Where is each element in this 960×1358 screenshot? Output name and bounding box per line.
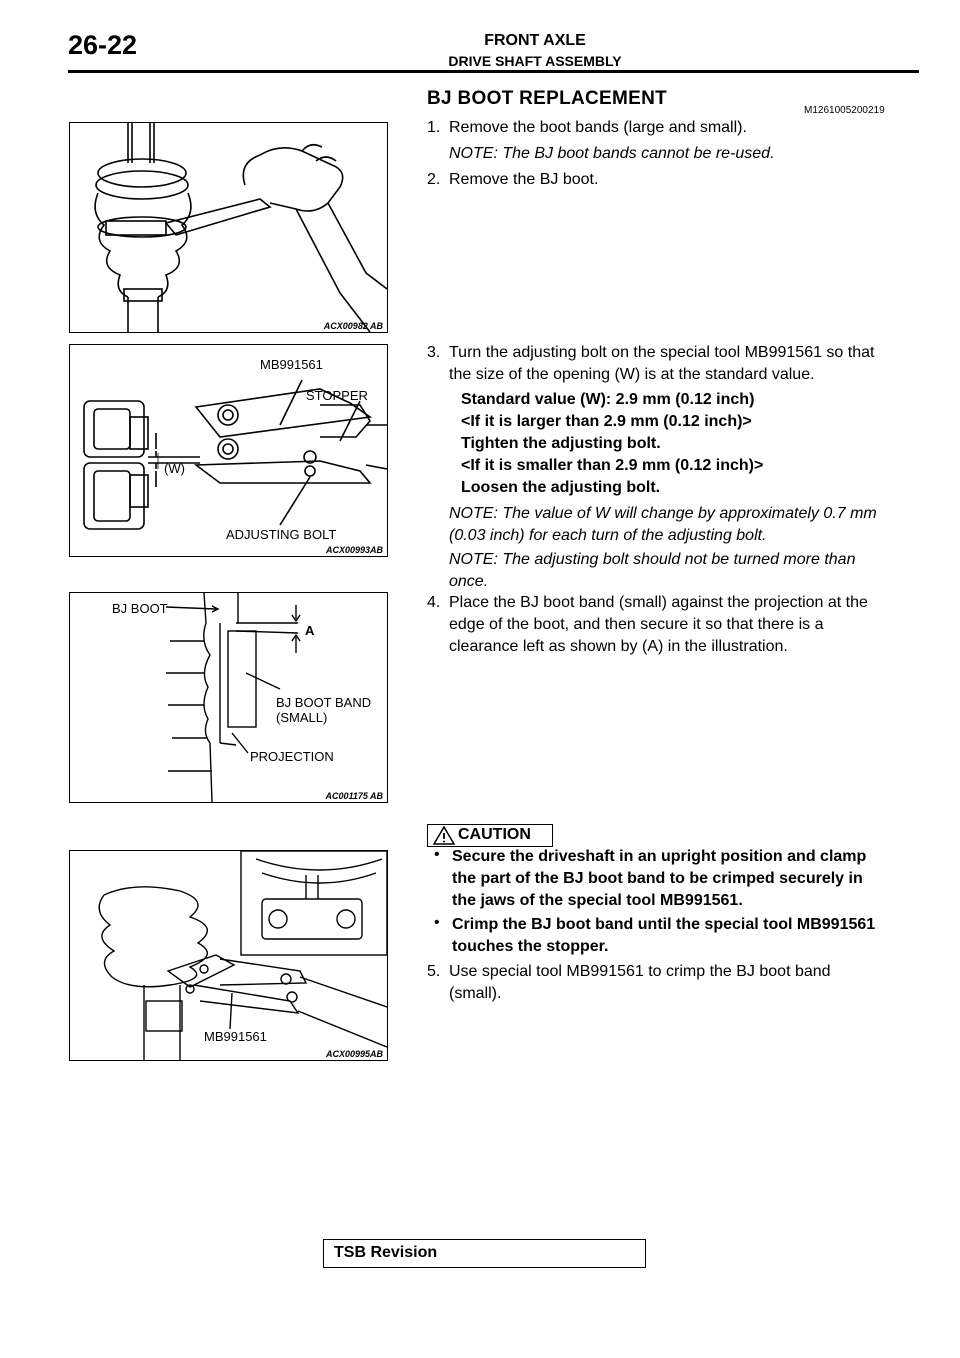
bullet-icon: • — [434, 846, 440, 863]
step-1-text: Remove the boot bands (large and small). — [449, 119, 747, 136]
step-3-note-1b: (0.03 inch) for each turn of the adjusting bolt. — [449, 527, 767, 544]
bullet-icon: • — [434, 914, 440, 931]
section-subtitle: DRIVE SHAFT ASSEMBLY — [448, 53, 622, 69]
figure-id: ACX00995AB — [325, 1049, 383, 1059]
step-4-line-1: Place the BJ boot band (small) against the projection at the — [449, 594, 868, 611]
procedure-title: BJ BOOT REPLACEMENT — [427, 88, 668, 109]
action-tighten: Tighten the adjusting bolt. — [461, 435, 661, 452]
step-2-number: 2. — [427, 171, 441, 188]
caution-2-line-2: touches the stopper. — [452, 938, 609, 955]
step-5-line-2: (small). — [449, 985, 502, 1002]
figure-boot-band-placement — [69, 592, 388, 803]
caution-1-line-1: Secure the driveshaft in an upright position and clamp — [452, 848, 867, 865]
procedure-code: M1261005200219 — [804, 105, 885, 116]
caution-2-line-1: Crimp the BJ boot band until the special tool MB991561 — [452, 916, 876, 933]
caution-label: CAUTION — [458, 826, 531, 843]
figure-id: ACX00993AB — [325, 545, 383, 555]
step-3-note-2b: once. — [449, 573, 489, 590]
step-4-line-2: edge of the boot, and then secure it so that there is a — [449, 616, 824, 633]
figure-crimping — [69, 850, 388, 1061]
label-bj-boot-band: BJ BOOT BAND — [276, 695, 372, 710]
standard-value: Standard value (W): 2.9 mm (0.12 inch) — [461, 391, 755, 408]
condition-larger: <If it is larger than 2.9 mm (0.12 inch)> — [461, 413, 752, 430]
header-rule — [68, 70, 919, 73]
label-stopper: STOPPER — [306, 388, 368, 403]
step-3-number: 3. — [427, 344, 441, 361]
step-4-number: 4. — [427, 594, 441, 611]
caution-label-box — [427, 824, 553, 847]
step-3-note-2a: NOTE: The adjusting bolt should not be turned more than — [449, 551, 856, 568]
label-tool-number: MB991561 — [260, 357, 323, 372]
tsb-revision-box — [323, 1239, 646, 1268]
label-clearance-a: A — [305, 623, 315, 638]
step-4-line-3: clearance left as shown by (A) in the illustration. — [449, 638, 788, 655]
section-title: FRONT AXLE — [484, 32, 586, 49]
label-projection: PROJECTION — [250, 749, 334, 764]
caution-1-line-2: the part of the BJ boot band to be crimped securely in — [452, 870, 863, 887]
action-loosen: Loosen the adjusting bolt. — [461, 479, 661, 496]
condition-smaller: <If it is smaller than 2.9 mm (0.12 inch)> — [461, 457, 764, 474]
figure-boot-band-removal — [69, 122, 388, 333]
label-width-w: (W) — [164, 461, 185, 476]
step-3-note-1a: NOTE: The value of W will change by approximately 0.7 mm — [449, 505, 877, 522]
figure-id: ACX00982 AB — [323, 321, 383, 331]
step-3-line-2: the size of the opening (W) is at the standard value. — [449, 366, 815, 383]
warning-triangle-icon — [432, 825, 456, 845]
caution-1-line-3: the jaws of the special tool MB991561. — [452, 892, 743, 909]
step-5-number: 5. — [427, 963, 441, 980]
figure-tool-adjustment — [69, 344, 388, 557]
page-number: 26-22 — [68, 30, 138, 60]
step-2-text: Remove the BJ boot. — [449, 171, 599, 188]
figure-id: AC001175 AB — [325, 791, 383, 801]
label-small: (SMALL) — [276, 710, 328, 725]
label-bj-boot: BJ BOOT — [112, 601, 168, 616]
step-3-line-1: Turn the adjusting bolt on the special tool MB991561 so that — [449, 344, 875, 361]
step-5-line-1: Use special tool MB991561 to crimp the BJ boot band — [449, 963, 831, 980]
step-1-note: NOTE: The BJ boot bands cannot be re-used. — [449, 145, 775, 162]
tsb-revision-label: TSB Revision — [334, 1244, 438, 1261]
tool-adjustment-illustration — [70, 345, 387, 556]
step-1-number: 1. — [427, 119, 441, 136]
boot-band-removal-illustration — [70, 123, 387, 332]
label-tool-number: MB991561 — [204, 1029, 267, 1044]
label-adjusting-bolt: ADJUSTING BOLT — [226, 527, 337, 542]
